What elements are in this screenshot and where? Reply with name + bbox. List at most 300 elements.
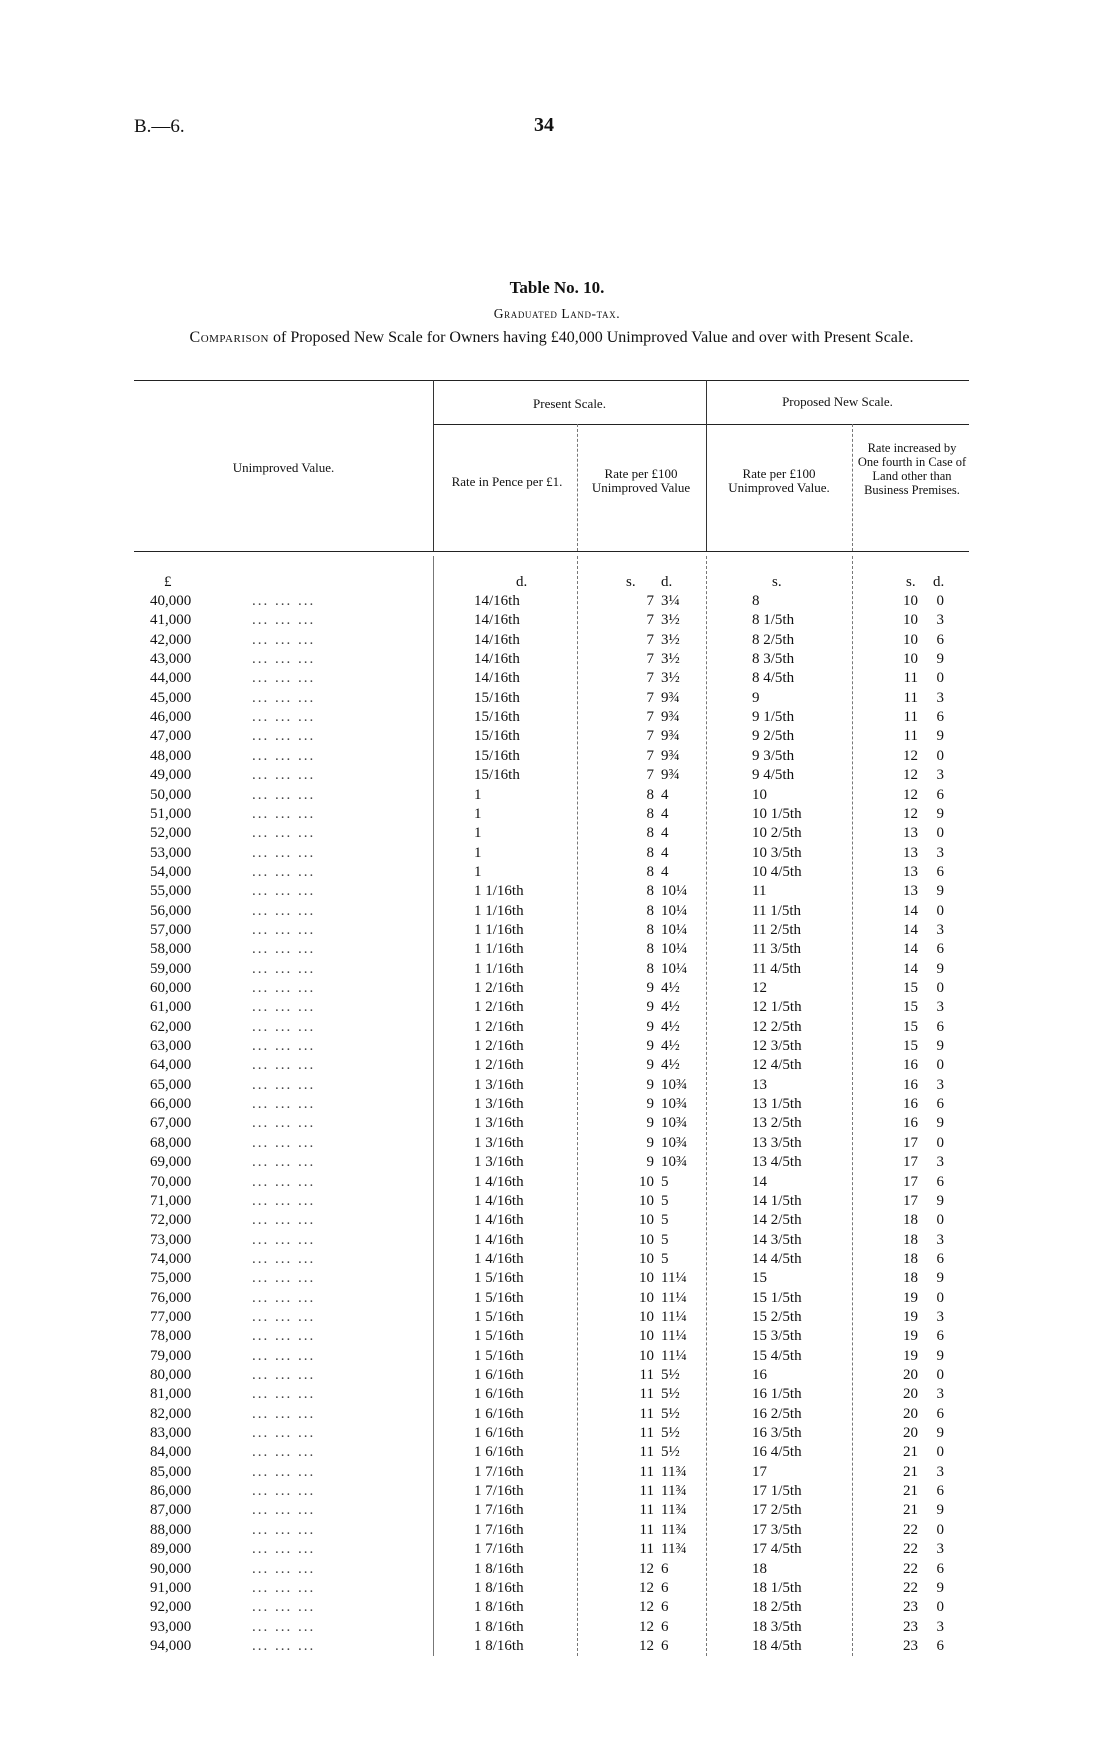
unimproved-value-cell: 79,000	[150, 1347, 192, 1364]
rate-pence-cell: 1 8/16th	[474, 1579, 524, 1596]
present-shillings-cell: 7	[646, 612, 654, 629]
unimproved-value-cell: 41,000	[150, 612, 192, 629]
leader-dots: ... ... ...	[252, 1212, 316, 1229]
unimproved-value-cell: 94,000	[150, 1637, 192, 1654]
unit-pence-present: d.	[661, 574, 673, 590]
present-pence-cell: 10¾	[661, 1115, 688, 1132]
rate-pence-cell: 1 7/16th	[474, 1521, 524, 1538]
increased-shillings-cell: 20	[903, 1425, 918, 1442]
table-row	[0, 1076, 1114, 1095]
leader-dots: ... ... ...	[252, 631, 316, 648]
table-row	[0, 1579, 1114, 1598]
leader-dots: ... ... ...	[252, 1250, 316, 1267]
present-pence-cell: 5½	[661, 1367, 680, 1383]
document-reference: B.—6.	[134, 116, 185, 137]
table-row	[0, 1385, 1114, 1404]
increased-pence-cell: 0	[936, 1212, 944, 1229]
header-top-rule	[134, 380, 969, 381]
header-proposed-scale: Proposed New Scale.	[782, 394, 893, 409]
leader-dots: ... ... ...	[252, 1328, 316, 1345]
increased-pence-cell: 0	[936, 980, 944, 996]
present-pence-cell: 5½	[661, 1444, 680, 1461]
unimproved-value-cell: 57,000	[150, 921, 192, 938]
rate-pence-cell: 1 3/16th	[474, 1076, 524, 1093]
rate-pence-cell: 1 8/16th	[474, 1560, 524, 1577]
increased-pence-cell: 3	[936, 999, 944, 1016]
rate-pence-cell: 1 8/16th	[474, 1599, 524, 1616]
present-pence-cell: 11¼	[661, 1347, 687, 1364]
leader-dots: ... ... ...	[252, 747, 316, 764]
rate-pence-cell: 1 5/16th	[474, 1347, 524, 1364]
increased-pence-cell: 3	[936, 1463, 944, 1480]
present-pence-cell: 6	[661, 1618, 669, 1635]
rate-pence-cell: 1 6/16th	[474, 1386, 524, 1403]
present-shillings-cell: 8	[646, 960, 654, 977]
table-row	[0, 611, 1114, 630]
proposed-rate-cell: 12 3/5th	[752, 1038, 802, 1055]
present-shillings-cell: 12	[639, 1579, 654, 1596]
increased-shillings-cell: 20	[903, 1367, 918, 1383]
present-pence-cell: 5½	[661, 1425, 680, 1442]
increased-pence-cell: 0	[936, 747, 944, 764]
present-shillings-cell: 11	[639, 1444, 654, 1461]
increased-pence-cell: 6	[936, 786, 944, 803]
present-pence-cell: 5½	[661, 1386, 680, 1403]
leader-dots: ... ... ...	[252, 1289, 316, 1306]
table-row	[0, 1366, 1114, 1385]
header-rate-100-proposed: Rate per £100 Unimproved Value.	[728, 466, 830, 495]
proposed-rate-cell: 9 1/5th	[752, 709, 795, 726]
proposed-rate-cell: 10 2/5th	[752, 825, 802, 842]
increased-pence-cell: 6	[936, 709, 944, 726]
increased-shillings-cell: 19	[903, 1289, 918, 1306]
present-pence-cell: 10¼	[661, 902, 688, 919]
proposed-rate-cell: 10	[752, 786, 767, 803]
leader-dots: ... ... ...	[252, 902, 316, 919]
table-row	[0, 689, 1114, 708]
increased-pence-cell: 9	[936, 1270, 944, 1287]
increased-shillings-cell: 21	[903, 1502, 918, 1519]
leader-dots: ... ... ...	[252, 825, 316, 842]
table-row	[0, 1018, 1114, 1037]
increased-shillings-cell: 23	[903, 1599, 918, 1616]
increased-pence-cell: 3	[936, 1231, 944, 1248]
present-pence-cell: 5½	[661, 1405, 680, 1422]
present-pence-cell: 4	[661, 805, 669, 822]
present-shillings-cell: 10	[639, 1231, 654, 1248]
unimproved-value-cell: 53,000	[150, 844, 192, 861]
present-shillings-cell: 12	[639, 1637, 654, 1654]
rate-pence-cell: 1 6/16th	[474, 1367, 524, 1383]
leader-dots: ... ... ...	[252, 1405, 316, 1422]
present-shillings-cell: 9	[646, 999, 654, 1016]
present-pence-cell: 10¼	[661, 960, 688, 977]
unimproved-value-cell: 46,000	[150, 709, 192, 726]
proposed-rate-cell: 8 1/5th	[752, 612, 795, 629]
proposed-rate-cell: 13	[752, 1076, 767, 1093]
unit-pence: d.	[516, 574, 528, 590]
proposed-rate-cell: 15 1/5th	[752, 1289, 802, 1306]
present-shillings-cell: 12	[639, 1599, 654, 1616]
present-pence-cell: 6	[661, 1560, 669, 1577]
present-shillings-cell: 7	[646, 689, 654, 706]
increased-pence-cell: 9	[936, 728, 944, 745]
present-pence-cell: 11¼	[661, 1270, 687, 1287]
leader-dots: ... ... ...	[252, 612, 316, 629]
increased-shillings-cell: 18	[903, 1270, 918, 1287]
header-unimproved-value: Unimproved Value.	[232, 460, 335, 475]
rate-pence-cell: 1 5/16th	[474, 1328, 524, 1345]
present-shillings-cell: 8	[646, 786, 654, 803]
present-pence-cell: 5	[661, 1212, 669, 1229]
proposed-rate-cell: 16 1/5th	[752, 1386, 802, 1403]
increased-pence-cell: 9	[936, 1115, 944, 1132]
table-row	[0, 960, 1114, 979]
present-pence-cell: 11¾	[661, 1541, 687, 1558]
present-shillings-cell: 10	[639, 1192, 654, 1209]
present-pence-cell: 6	[661, 1599, 669, 1616]
proposed-rate-cell: 11	[752, 883, 767, 900]
proposed-rate-cell: 16 3/5th	[752, 1425, 802, 1442]
present-shillings-cell: 12	[639, 1618, 654, 1635]
proposed-rate-cell: 14 2/5th	[752, 1212, 802, 1229]
unimproved-value-cell: 68,000	[150, 1134, 192, 1151]
present-pence-cell: 3½	[661, 670, 680, 687]
increased-pence-cell: 3	[936, 1154, 944, 1171]
present-pence-cell: 9¾	[661, 767, 680, 784]
increased-pence-cell: 6	[936, 1483, 944, 1500]
leader-dots: ... ... ...	[252, 1521, 316, 1538]
table-row	[0, 1347, 1114, 1366]
increased-shillings-cell: 16	[903, 1115, 918, 1132]
table-row	[0, 1153, 1114, 1172]
increased-shillings-cell: 12	[903, 786, 918, 803]
present-shillings-cell: 11	[639, 1521, 654, 1538]
unimproved-value-cell: 91,000	[150, 1579, 192, 1596]
increased-shillings-cell: 20	[903, 1386, 918, 1403]
increased-pence-cell: 9	[936, 805, 944, 822]
present-pence-cell: 3½	[661, 651, 680, 668]
present-pence-cell: 10¾	[661, 1154, 688, 1171]
present-shillings-cell: 11	[639, 1541, 654, 1558]
table-row	[0, 844, 1114, 863]
present-pence-cell: 6	[661, 1637, 669, 1654]
present-shillings-cell: 11	[639, 1405, 654, 1422]
proposed-rate-cell: 8 3/5th	[752, 651, 795, 668]
rate-pence-cell: 14/16th	[474, 651, 520, 668]
unit-shillings-present: s.	[626, 574, 636, 590]
leader-dots: ... ... ...	[252, 1096, 316, 1113]
present-shillings-cell: 11	[639, 1502, 654, 1519]
present-pence-cell: 10¾	[661, 1134, 688, 1151]
present-shillings-cell: 7	[646, 728, 654, 745]
caption-text: of Proposed New Scale for Owners having £40,000 Unimproved Value and over with Present Scale.	[269, 329, 914, 346]
present-shillings-cell: 9	[646, 1057, 654, 1074]
rate-pence-cell: 15/16th	[474, 747, 520, 764]
present-pence-cell: 11¾	[661, 1521, 687, 1538]
rate-pence-cell: 1 4/16th	[474, 1192, 524, 1209]
increased-shillings-cell: 10	[903, 593, 918, 609]
proposed-rate-cell: 13 4/5th	[752, 1154, 802, 1171]
present-pence-cell: 10¾	[661, 1076, 688, 1093]
present-shillings-cell: 8	[646, 863, 654, 880]
table-row	[0, 1289, 1114, 1308]
present-pence-cell: 4½	[661, 980, 680, 996]
leader-dots: ... ... ...	[252, 786, 316, 803]
rate-pence-cell: 1 5/16th	[474, 1270, 524, 1287]
table-row	[0, 592, 1114, 611]
unimproved-value-cell: 81,000	[150, 1386, 192, 1403]
present-shillings-cell: 7	[646, 593, 654, 609]
present-shillings-cell: 11	[639, 1483, 654, 1500]
unimproved-value-cell: 61,000	[150, 999, 192, 1016]
present-shillings-cell: 10	[639, 1328, 654, 1345]
unimproved-value-cell: 44,000	[150, 670, 192, 687]
unimproved-value-cell: 78,000	[150, 1328, 192, 1345]
proposed-rate-cell: 12 1/5th	[752, 999, 802, 1016]
header-present-scale: Present Scale.	[533, 396, 606, 411]
unimproved-value-cell: 51,000	[150, 805, 192, 822]
table-row	[0, 1501, 1114, 1520]
present-shillings-cell: 10	[639, 1173, 654, 1190]
increased-shillings-cell: 14	[903, 941, 918, 958]
proposed-rate-cell: 10 4/5th	[752, 863, 802, 880]
leader-dots: ... ... ...	[252, 1231, 316, 1248]
increased-pence-cell: 0	[936, 593, 944, 609]
unit-shillings-proposed: s.	[772, 574, 782, 590]
increased-pence-cell: 6	[936, 1405, 944, 1422]
unimproved-value-cell: 40,000	[150, 593, 192, 609]
table-row	[0, 1269, 1114, 1288]
increased-pence-cell: 0	[936, 1134, 944, 1151]
increased-shillings-cell: 22	[903, 1541, 918, 1558]
present-pence-cell: 4½	[661, 1038, 680, 1055]
unimproved-value-cell: 43,000	[150, 651, 192, 668]
increased-shillings-cell: 15	[903, 999, 918, 1016]
increased-pence-cell: 6	[936, 941, 944, 958]
unimproved-value-cell: 90,000	[150, 1560, 192, 1577]
leader-dots: ... ... ...	[252, 921, 316, 938]
leader-dots: ... ... ...	[252, 1367, 316, 1383]
leader-dots: ... ... ...	[252, 1076, 316, 1093]
table-row	[0, 747, 1114, 766]
present-shillings-cell: 7	[646, 767, 654, 784]
table-row	[0, 1134, 1114, 1153]
increased-shillings-cell: 16	[903, 1096, 918, 1113]
increased-pence-cell: 6	[936, 1173, 944, 1190]
table-row	[0, 1114, 1114, 1133]
unimproved-value-cell: 71,000	[150, 1192, 192, 1209]
present-pence-cell: 11¾	[661, 1463, 687, 1480]
leader-dots: ... ... ...	[252, 1502, 316, 1519]
present-pence-cell: 4½	[661, 999, 680, 1016]
proposed-rate-cell: 17 1/5th	[752, 1483, 802, 1500]
increased-shillings-cell: 21	[903, 1483, 918, 1500]
table-row	[0, 863, 1114, 882]
present-shillings-cell: 10	[639, 1212, 654, 1229]
increased-pence-cell: 3	[936, 1076, 944, 1093]
table-row	[0, 1173, 1114, 1192]
unimproved-value-cell: 49,000	[150, 767, 192, 784]
leader-dots: ... ... ...	[252, 1057, 316, 1074]
increased-pence-cell: 6	[936, 1560, 944, 1577]
table-row	[0, 1443, 1114, 1462]
present-pence-cell: 4	[661, 786, 669, 803]
present-shillings-cell: 7	[646, 651, 654, 668]
rate-pence-cell: 1 4/16th	[474, 1231, 524, 1248]
proposed-rate-cell: 17 2/5th	[752, 1502, 802, 1519]
table-row	[0, 1056, 1114, 1075]
increased-shillings-cell: 22	[903, 1521, 918, 1538]
increased-shillings-cell: 15	[903, 1038, 918, 1055]
leader-dots: ... ... ...	[252, 805, 316, 822]
present-shillings-cell: 8	[646, 902, 654, 919]
unimproved-value-cell: 82,000	[150, 1405, 192, 1422]
proposed-rate-cell: 11 1/5th	[752, 902, 802, 919]
present-shillings-cell: 10	[639, 1289, 654, 1306]
unimproved-value-cell: 50,000	[150, 786, 192, 803]
unimproved-value-cell: 73,000	[150, 1231, 192, 1248]
present-pence-cell: 11¼	[661, 1289, 687, 1306]
leader-dots: ... ... ...	[252, 1115, 316, 1132]
proposed-rate-cell: 18 2/5th	[752, 1599, 802, 1616]
header-rate-increased: Rate increased by One fourth in Case of Land other than Business Premises.	[857, 441, 967, 497]
present-pence-cell: 5	[661, 1192, 669, 1209]
present-pence-cell: 3¼	[661, 593, 680, 609]
table-row	[0, 1560, 1114, 1579]
rate-pence-cell: 14/16th	[474, 670, 520, 687]
leader-dots: ... ... ...	[252, 651, 316, 668]
present-shillings-cell: 9	[646, 1134, 654, 1151]
increased-shillings-cell: 14	[903, 921, 918, 938]
present-shillings-cell: 11	[639, 1367, 654, 1383]
unimproved-value-cell: 83,000	[150, 1425, 192, 1442]
table-row	[0, 1405, 1114, 1424]
table-row	[0, 805, 1114, 824]
proposed-rate-cell: 9 4/5th	[752, 767, 795, 784]
present-shillings-cell: 9	[646, 1115, 654, 1132]
leader-dots: ... ... ...	[252, 1425, 316, 1442]
present-shillings-cell: 7	[646, 670, 654, 687]
increased-pence-cell: 9	[936, 651, 944, 668]
unimproved-value-cell: 60,000	[150, 980, 192, 996]
table-row	[0, 650, 1114, 669]
increased-pence-cell: 9	[936, 1347, 944, 1364]
header-divider-proposed	[852, 424, 853, 551]
proposed-rate-cell: 9 3/5th	[752, 747, 795, 764]
proposed-rate-cell: 17	[752, 1463, 767, 1480]
leader-dots: ... ... ...	[252, 1386, 316, 1403]
present-shillings-cell: 7	[646, 631, 654, 648]
leader-dots: ... ... ...	[252, 1018, 316, 1035]
present-pence-cell: 4	[661, 825, 669, 842]
unimproved-value-cell: 56,000	[150, 902, 192, 919]
rate-pence-cell: 1 3/16th	[474, 1154, 524, 1171]
leader-dots: ... ... ...	[252, 1134, 316, 1151]
leader-dots: ... ... ...	[252, 980, 316, 996]
table-row	[0, 1095, 1114, 1114]
present-pence-cell: 4½	[661, 1057, 680, 1074]
rate-pence-cell: 14/16th	[474, 593, 520, 609]
proposed-rate-cell: 15 4/5th	[752, 1347, 802, 1364]
increased-pence-cell: 0	[936, 1057, 944, 1074]
rate-pence-cell: 1 2/16th	[474, 1018, 524, 1035]
increased-shillings-cell: 12	[903, 805, 918, 822]
present-pence-cell: 9¾	[661, 709, 680, 726]
table-row	[0, 1037, 1114, 1056]
proposed-rate-cell: 14 3/5th	[752, 1231, 802, 1248]
rate-pence-cell: 15/16th	[474, 767, 520, 784]
increased-pence-cell: 9	[936, 1425, 944, 1442]
proposed-rate-cell: 11 4/5th	[752, 960, 802, 977]
proposed-rate-cell: 13 3/5th	[752, 1134, 802, 1151]
leader-dots: ... ... ...	[252, 844, 316, 861]
present-shillings-cell: 10	[639, 1347, 654, 1364]
unimproved-value-cell: 45,000	[150, 689, 192, 706]
table-row	[0, 1424, 1114, 1443]
unimproved-value-cell: 74,000	[150, 1250, 192, 1267]
unimproved-value-cell: 77,000	[150, 1308, 192, 1325]
increased-pence-cell: 6	[936, 863, 944, 880]
rate-pence-cell: 15/16th	[474, 689, 520, 706]
rate-pence-cell: 1 4/16th	[474, 1212, 524, 1229]
increased-shillings-cell: 23	[903, 1618, 918, 1635]
table-row	[0, 669, 1114, 688]
proposed-rate-cell: 12	[752, 980, 767, 996]
table-row	[0, 1540, 1114, 1559]
present-pence-cell: 11¼	[661, 1308, 687, 1325]
leader-dots: ... ... ...	[252, 1444, 316, 1461]
rate-pence-cell: 1 1/16th	[474, 941, 524, 958]
present-pence-cell: 10¼	[661, 941, 688, 958]
increased-shillings-cell: 11	[903, 709, 918, 726]
rate-pence-cell: 1 2/16th	[474, 1038, 524, 1055]
rate-pence-cell: 1 7/16th	[474, 1502, 524, 1519]
proposed-rate-cell: 18	[752, 1560, 767, 1577]
leader-dots: ... ... ...	[252, 999, 316, 1016]
increased-pence-cell: 3	[936, 1618, 944, 1635]
proposed-rate-cell: 10 1/5th	[752, 805, 802, 822]
rate-pence-cell: 1 1/16th	[474, 902, 524, 919]
table-row	[0, 1231, 1114, 1250]
table-row	[0, 631, 1114, 650]
present-shillings-cell: 11	[639, 1386, 654, 1403]
rate-pence-cell: 1 7/16th	[474, 1541, 524, 1558]
table-row	[0, 786, 1114, 805]
present-pence-cell: 5	[661, 1173, 669, 1190]
leader-dots: ... ... ...	[252, 1637, 316, 1654]
rate-pence-cell: 1 1/16th	[474, 921, 524, 938]
increased-shillings-cell: 16	[903, 1076, 918, 1093]
leader-dots: ... ... ...	[252, 1270, 316, 1287]
increased-pence-cell: 0	[936, 1444, 944, 1461]
proposed-rate-cell: 16	[752, 1367, 767, 1383]
rate-pence-cell: 1	[474, 825, 482, 842]
proposed-rate-cell: 8 4/5th	[752, 670, 795, 687]
table-row	[0, 708, 1114, 727]
present-shillings-cell: 11	[639, 1463, 654, 1480]
table-row	[0, 1482, 1114, 1501]
increased-pence-cell: 0	[936, 1367, 944, 1383]
increased-shillings-cell: 13	[903, 883, 918, 900]
increased-shillings-cell: 22	[903, 1579, 918, 1596]
increased-shillings-cell: 13	[903, 844, 918, 861]
table-subtitle: Graduated Land-tax.	[493, 306, 621, 321]
leader-dots: ... ... ...	[252, 1463, 316, 1480]
increased-shillings-cell: 16	[903, 1057, 918, 1074]
leader-dots: ... ... ...	[252, 709, 316, 726]
proposed-rate-cell: 15 2/5th	[752, 1308, 802, 1325]
